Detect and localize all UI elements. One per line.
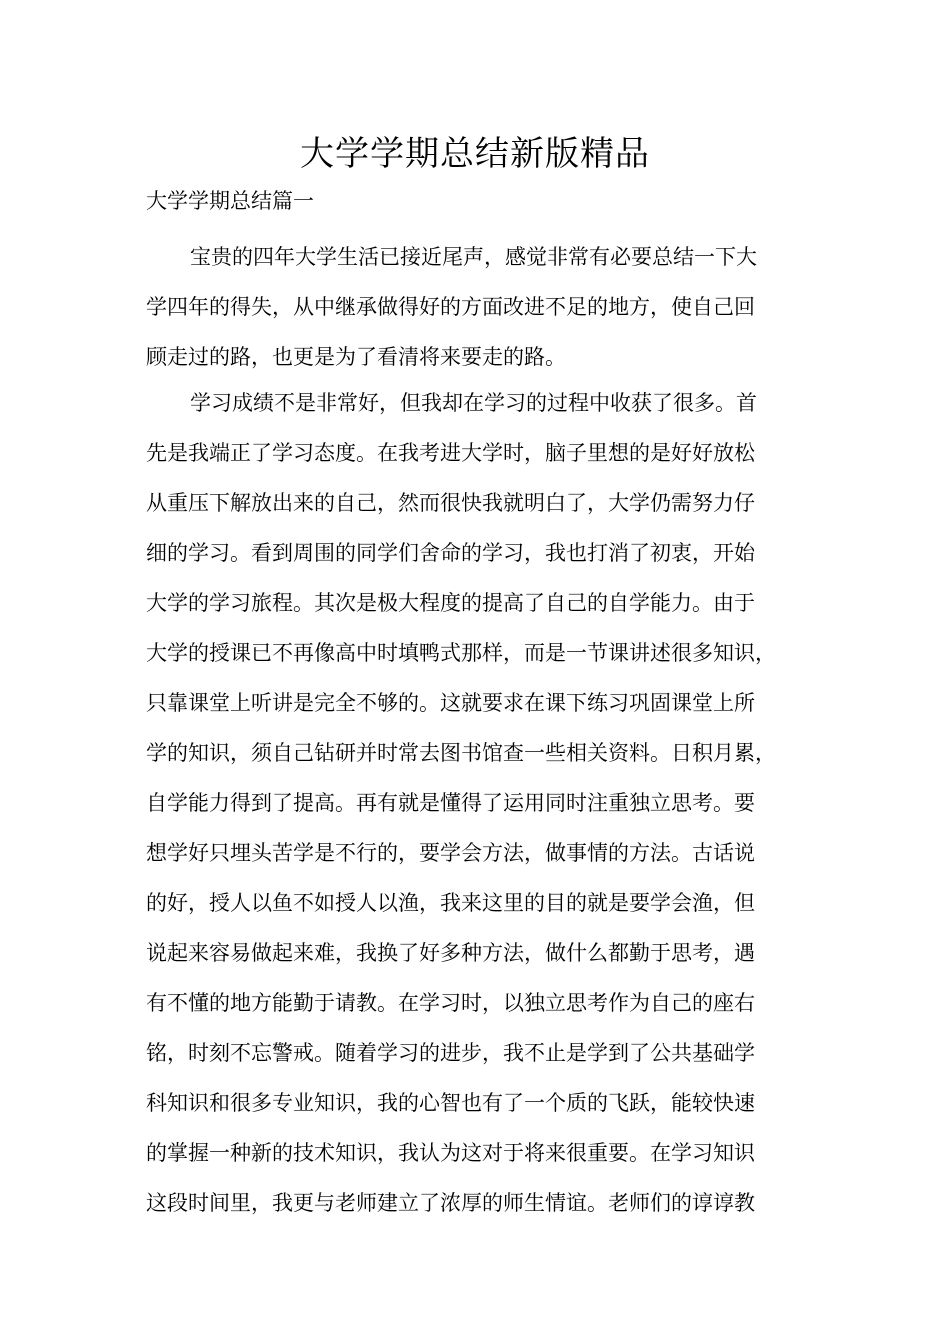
paragraph-line: 学四年的得失，从中继承做得好的方面改进不足的地方，使自己回 <box>146 295 755 319</box>
paragraph-line: 学的知识，须自己钻研并时常去图书馆查一些相关资料。日积月累， <box>146 741 776 765</box>
paragraph-line: 科知识和很多专业知识，我的心智也有了一个质的飞跃，能较快速 <box>146 1091 755 1115</box>
paragraph-line: 的好，授人以鱼不如授人以渔，我来这里的目的就是要学会渔，但 <box>146 891 755 915</box>
paragraph-line: 宝贵的四年大学生活已接近尾声，感觉非常有必要总结一下大 <box>190 245 757 269</box>
paragraph-line: 自学能力得到了提高。再有就是懂得了运用同时注重独立思考。要 <box>146 791 755 815</box>
paragraph-line: 大学的学习旅程。其次是极大程度的提高了自己的自学能力。由于 <box>146 591 755 615</box>
paragraph-2 <box>146 378 826 1228</box>
document-title: 大学学期总结新版精品 <box>300 134 650 174</box>
paragraph-line: 说起来容易做起来难，我换了好多种方法，做什么都勤于思考，遇 <box>146 941 755 965</box>
paragraph-line: 有不懂的地方能勤于请教。在学习时，以独立思考作为自己的座右 <box>146 991 755 1015</box>
paragraph-line: 这段时间里，我更与老师建立了浓厚的师生情谊。老师们的谆谆教 <box>146 1191 755 1215</box>
paragraph-line: 顾走过的路，也更是为了看清将来要走的路。 <box>146 345 566 369</box>
paragraph-line: 细的学习。看到周围的同学们舍命的学习，我也打消了初衷，开始 <box>146 541 755 565</box>
paragraph-line: 只靠课堂上听讲是完全不够的。这就要求在课下练习巩固课堂上所 <box>146 691 755 715</box>
paragraph-line: 想学好只埋头苦学是不行的，要学会方法，做事情的方法。古话说 <box>146 841 755 865</box>
paragraph-line: 学习成绩不是非常好，但我却在学习的过程中收获了很多。首 <box>190 391 757 415</box>
paragraph-1 <box>146 232 826 382</box>
paragraph-line: 先是我端正了学习态度。在我考进大学时，脑子里想的是好好放松 <box>146 441 755 465</box>
paragraph-line: 从重压下解放出来的自己，然而很快我就明白了，大学仍需努力仔 <box>146 491 755 515</box>
paragraph-line: 大学的授课已不再像高中时填鸭式那样，而是一节课讲述很多知识， <box>146 641 776 665</box>
paragraph-line: 的掌握一种新的技术知识，我认为这对于将来很重要。在学习知识 <box>146 1141 755 1165</box>
paragraph-line: 铭，时刻不忘警戒。随着学习的进步，我不止是学到了公共基础学 <box>146 1041 755 1065</box>
section-heading: 大学学期总结篇一 <box>146 189 314 213</box>
